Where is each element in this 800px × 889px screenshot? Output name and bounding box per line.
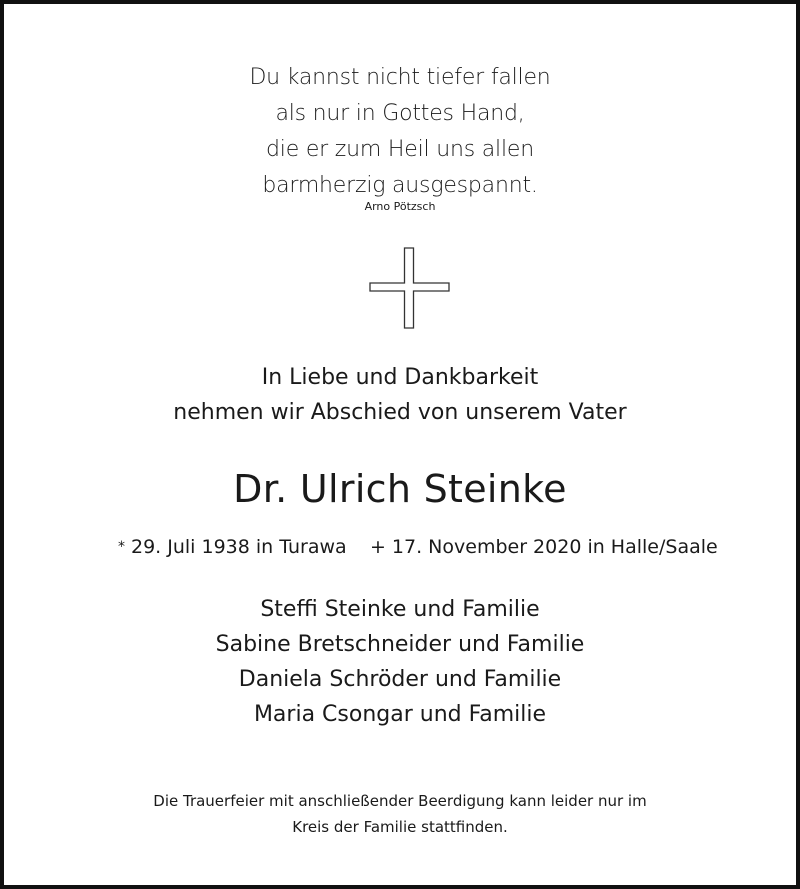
poem-line: die er zum Heil uns allen xyxy=(266,137,534,162)
poem-author: Arno Pötzsch xyxy=(364,200,436,213)
note-line: Kreis der Familie stattfinden. xyxy=(292,818,508,836)
birth-star-icon: * xyxy=(118,539,125,555)
family-list xyxy=(4,592,796,732)
poem-line: Du kannst nicht tiefer fallen xyxy=(249,65,551,90)
intro-text xyxy=(4,360,796,430)
birth-text: 29. Juli 1938 in Turawa xyxy=(131,536,347,558)
death-date xyxy=(370,534,718,560)
deceased-name: Dr. Ulrich Steinke xyxy=(233,467,567,511)
family-member: Maria Csongar und Familie xyxy=(253,702,547,727)
family-member: Daniela Schröder und Familie xyxy=(238,667,562,692)
poem xyxy=(4,60,796,204)
poem-line: barmherzig ausgespannt. xyxy=(262,173,538,198)
note-line: Die Trauerfeier mit anschließender Beerdigung kann leider nur im xyxy=(153,792,647,810)
birth-date xyxy=(118,534,347,560)
family-member: Steffi Steinke und Familie xyxy=(260,597,540,622)
death-text: 17. November 2020 in Halle/Saale xyxy=(391,536,718,558)
intro-line: nehmen wir Abschied von unserem Vater xyxy=(173,400,627,425)
family-member: Sabine Bretschneider und Familie xyxy=(215,632,585,657)
cross-icon xyxy=(368,246,452,330)
poem-line: als nur in Gottes Hand, xyxy=(275,101,525,126)
intro-line: In Liebe und Dankbarkeit xyxy=(261,365,539,390)
death-cross-icon: + xyxy=(370,536,386,558)
funeral-note xyxy=(4,788,796,840)
